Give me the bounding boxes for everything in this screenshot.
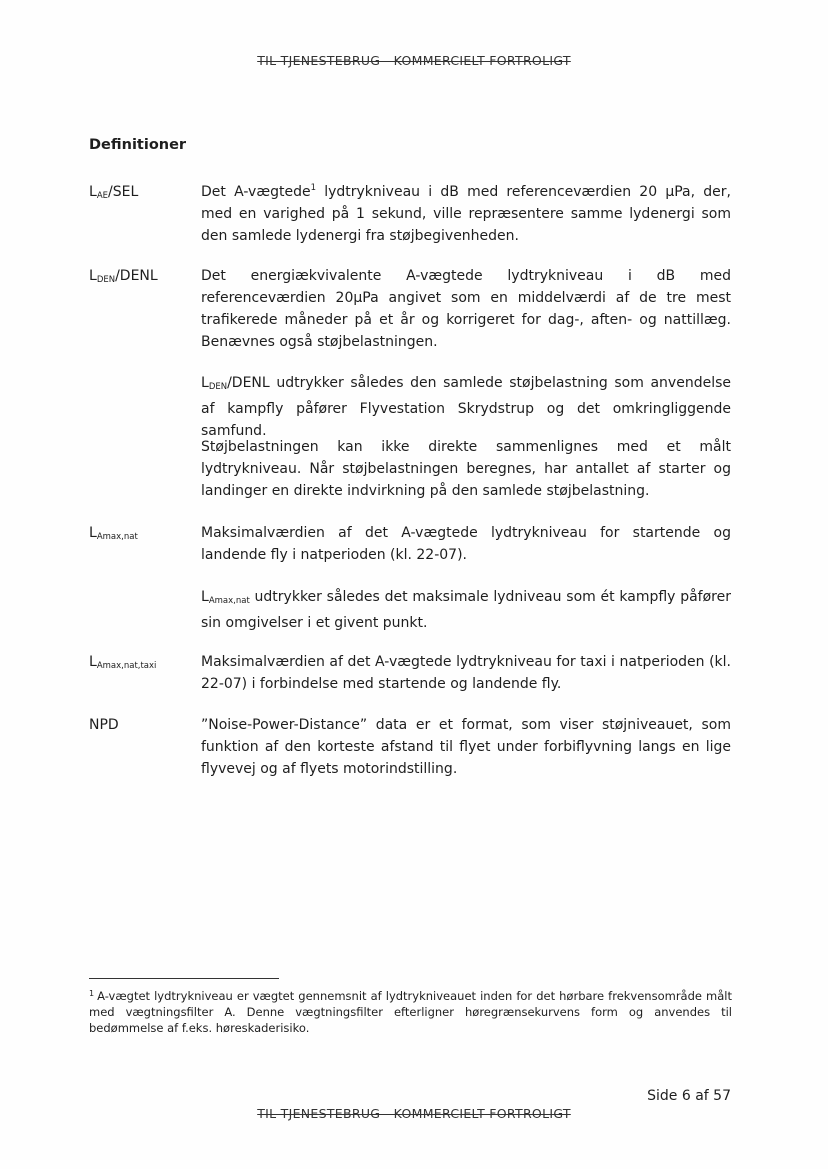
header-classification: TIL TJENESTEBRUG - KOMMERCIELT FORTROLIGT xyxy=(257,53,571,68)
definition-text-lden-denl: Det energiækvivalente A-vægtede lydtrykniveau i dB med referenceværdien 20µPa angivet som en middelværdi af de tre mest trafikerede måneder på et år og korrigeret for dag-, aften- og nattillæg. Benævnes også støjbelastningen. xyxy=(201,268,731,350)
definition-term-lden-denl: $L_{DEN}$/DENL xyxy=(89,268,158,285)
definition-text-npd: ”Noise-Power-Distance” data er et format, som viser støjniveauet, som funktion af den korteste afstand til flyet under forbiflyvning langs en lige flyvevej og af flyets motorindstilling. xyxy=(201,717,731,777)
footnote-divider xyxy=(89,978,279,979)
definition-text-lden-denl-3: Støjbelastningen kan ikke direkte sammenlignes med et målt lydtrykniveau. Når støjbelastningen beregnes, har antallet af starter og landinger en direkte indvirkning på den samlede støjbelastning. xyxy=(201,439,731,499)
footnote-reference[interactable]: 1 xyxy=(310,183,316,193)
page-number: Side 6 af 57 xyxy=(647,1088,731,1104)
definition-text-lden-denl-2: $L_{DEN}$/DENL udtrykker således den samlede støjbelastning som anvendelse af kampfly påfører Flyvestation Skrydstrup og det omkringliggende samfund. xyxy=(201,375,731,439)
definition-text-lamax-nat-2: $L_{Amax,nat}$ udtrykker således det maksimale lydniveau som ét kampfly påfører sin omgivelser i et givent punkt. xyxy=(201,589,731,631)
footnote-marker: 1 xyxy=(89,989,95,998)
definition-text-lamax-nat-taxi: Maksimalværdien af det A-vægtede lydtrykniveau for taxi i natperioden (kl. 22-07) i forbindelse med startende og landende fly. xyxy=(201,654,731,692)
definition-term-lamax-nat-taxi: $L_{Amax,nat,taxi}$ xyxy=(89,654,157,671)
footnote xyxy=(89,988,732,1036)
footnote-text: A-vægtet lydtrykniveau er vægtet gennemsnit af lydtrykniveauet inden for det hørbare frekvensområde målt med vægtningsfilter A. Denne vægtningsfilter efterligner høregrænsekurvens form og anvendes til bedømmelse af f.eks. høreskaderisiko. xyxy=(89,989,732,1035)
section-heading: Definitioner xyxy=(89,137,187,153)
definition-text-lamax-nat: Maksimalværdien af det A-vægtede lydtrykniveau for startende og landende fly i natperioden (kl. 22-07). xyxy=(201,525,731,563)
definition-text-lae-sel: Det A-vægtede$^1$ lydtrykniveau i dB med referenceværdien 20 µPa, der, med en varighed på 1 sekund, ville repræsentere samme lydenergi som den samlede lydenergi fra støjbegivenheden. xyxy=(201,183,731,244)
definition-term-lamax-nat: $L_{Amax,nat}$ xyxy=(89,525,138,542)
footer-classification: TIL TJENESTEBRUG - KOMMERCIELT FORTROLIGT xyxy=(257,1106,571,1121)
definition-term-npd: NPD xyxy=(89,717,119,733)
definition-term-lae-sel: $L_{AE}$/SEL xyxy=(89,184,139,201)
